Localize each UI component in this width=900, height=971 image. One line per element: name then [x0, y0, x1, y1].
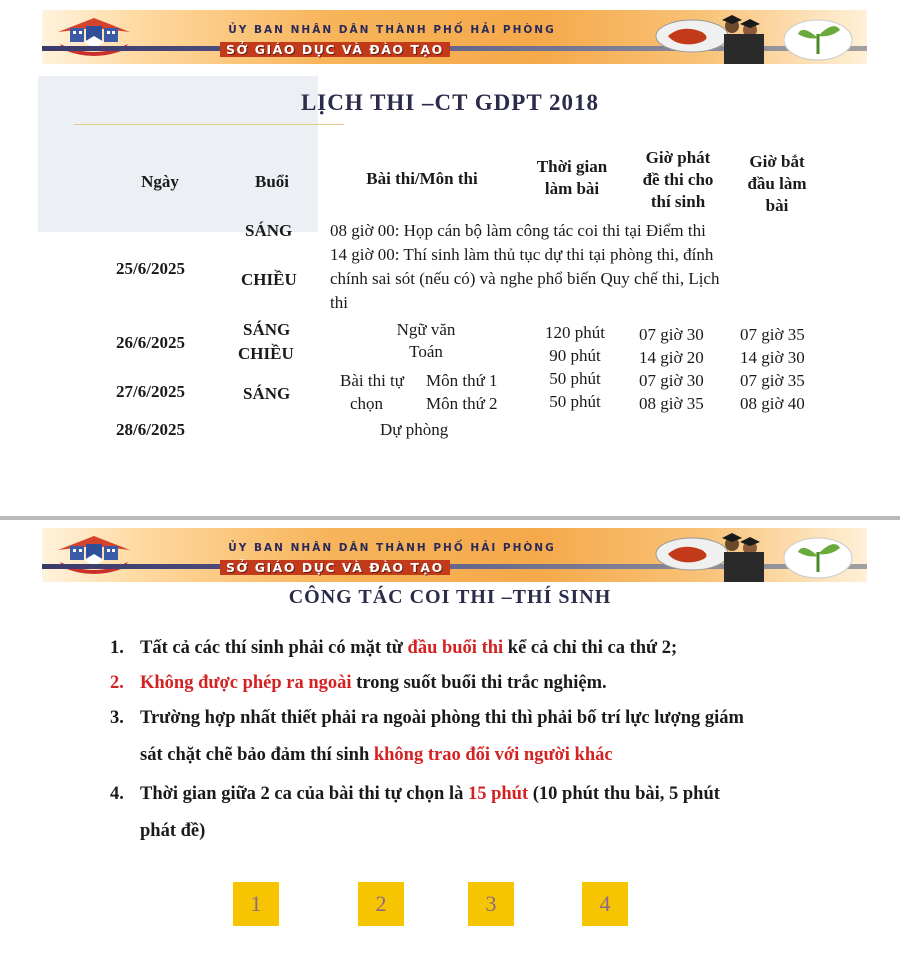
nav-box-3[interactable]: 3	[468, 882, 514, 926]
rule-3-line2	[140, 737, 613, 774]
day3-subject2: Môn thứ 2	[426, 394, 498, 413]
rule-4-number: 4.	[110, 784, 124, 804]
day1-afternoon-line3: thi	[330, 293, 348, 312]
day3-group-line1: Bài thi tự	[340, 371, 404, 390]
rule-4-text-a: Thời gian giữa 2 ca của bài thi tự chọn là	[140, 784, 468, 804]
nav-box-4[interactable]: 4	[582, 882, 628, 926]
day1-afternoon-line2: chính sai sót (nếu có) và nghe phổ biến Quy chế thi, Lịch	[330, 269, 720, 288]
day3-session: SÁNG	[243, 384, 291, 403]
day4-subject: Dự phòng	[380, 420, 449, 439]
rule-4-text-c: (10 phút thu bài, 5 phút	[528, 784, 720, 804]
col-header-session: Buổi	[254, 172, 290, 191]
day3-duration1: 50 phút	[549, 369, 601, 388]
day2-issue1: 07 giờ 30	[639, 325, 704, 344]
day1-date: 25/6/2025	[116, 259, 185, 278]
header-line-2: SỞ GIÁO DỤC VÀ ĐÀO TẠO	[220, 560, 450, 575]
rule-1-number: 1.	[110, 638, 124, 658]
day3-issue2: 08 giờ 35	[639, 394, 704, 413]
rule-1-text-c: kể cả chỉ thi ca thứ 2;	[503, 638, 678, 658]
day1-afternoon-line1: 14 giờ 00: Thí sinh làm thủ tục dự thi tại phòng thi, đính	[330, 245, 714, 264]
day3-subject1: Môn thứ 1	[426, 371, 498, 390]
day2-start1: 07 giờ 35	[740, 325, 805, 344]
col-header-issue-line2: đề thi cho	[642, 170, 714, 189]
rule-1-text	[140, 630, 677, 667]
header-banner	[42, 10, 867, 64]
day3-date: 27/6/2025	[116, 382, 185, 401]
day3-issue1: 07 giờ 30	[639, 371, 704, 390]
rule-3-line1: Trường hợp nhất thiết phải ra ngoài phòng thi thì phải bố trí lực lượng giám	[140, 708, 744, 728]
header-banner-2	[42, 528, 867, 582]
header-line-1: ỦY BAN NHÂN DÂN THÀNH PHỐ HẢI PHÒNG	[228, 24, 556, 36]
rules-slide	[0, 520, 900, 971]
day2-date: 26/6/2025	[116, 333, 185, 352]
day2-afternoon-session: CHIỀU	[238, 344, 294, 363]
department-logo-icon	[54, 14, 134, 60]
col-header-issue-time	[626, 147, 730, 213]
department-logo-icon	[54, 532, 134, 578]
col-header-issue-line3: thí sinh	[650, 192, 706, 211]
header-line-1: ỦY BAN NHÂN DÂN THÀNH PHỐ HẢI PHÒNG	[228, 542, 556, 554]
rule-3-number: 3.	[110, 708, 124, 728]
rule-1	[110, 630, 870, 667]
day2-duration2: 90 phút	[549, 346, 601, 365]
col-header-issue-line1: Giờ phát	[645, 148, 711, 167]
day3-group-line2: chọn	[350, 394, 384, 413]
col-header-subject: Bài thi/Môn thi	[366, 169, 478, 188]
header-line-2: SỞ GIÁO DỤC VÀ ĐÀO TẠO	[220, 42, 450, 57]
rule-1-highlight: đầu buổi thi	[407, 638, 504, 658]
day2-subject2: Toán	[409, 342, 443, 361]
day3-start2: 08 giờ 40	[740, 394, 805, 413]
day2-duration1: 120 phút	[545, 323, 605, 342]
day3-start1: 07 giờ 35	[740, 371, 805, 390]
col-header-start-line1: Giờ bắt	[749, 152, 805, 171]
col-header-start-line3: bài	[765, 196, 789, 215]
col-header-duration	[520, 156, 624, 200]
rule-2-text-b: trong suốt buổi thi trắc nghiệm.	[351, 673, 607, 693]
rule-4-line2: phát đề)	[140, 821, 206, 841]
title-underline	[74, 124, 344, 125]
rule-3	[110, 700, 890, 774]
rule-2-text	[140, 665, 607, 702]
rule-3-highlight: không trao đổi với người khác	[373, 745, 613, 765]
day3-duration2: 50 phút	[549, 392, 601, 411]
rule-2-number: 2.	[110, 673, 124, 693]
graduates-decoration-icon	[622, 528, 867, 582]
day1-afternoon-session: CHIỀU	[241, 270, 297, 289]
nav-box-2[interactable]: 2	[358, 882, 404, 926]
day1-morning-session: SÁNG	[245, 221, 293, 240]
rule-1-text-a: Tất cả các thí sinh phải có mặt từ	[140, 638, 408, 658]
schedule-title: LỊCH THI –CT GDPT 2018	[300, 90, 600, 115]
col-header-duration-line2: làm bài	[544, 179, 600, 198]
col-header-duration-line1: Thời gian	[536, 157, 608, 176]
day2-start2: 14 giờ 30	[740, 348, 805, 367]
day2-subject1: Ngữ văn	[396, 320, 456, 339]
day1-morning-text: 08 giờ 00: Họp cán bộ làm công tác coi thi tại Điểm thi	[330, 221, 706, 240]
day4-date: 28/6/2025	[116, 420, 185, 439]
rule-2-highlight: Không được phép ra ngoài	[140, 673, 352, 693]
day2-morning-session: SÁNG	[243, 320, 291, 339]
col-header-start-line2: đầu làm	[747, 174, 807, 193]
rule-3-text-a: sát chặt chẽ bảo đảm thí sinh	[140, 745, 374, 765]
col-header-date: Ngày	[141, 172, 179, 191]
rule-2	[110, 665, 870, 702]
nav-box-1[interactable]: 1	[233, 882, 279, 926]
day2-issue2: 14 giờ 20	[639, 348, 704, 367]
graduates-decoration-icon	[622, 10, 867, 64]
rule-4	[110, 776, 890, 850]
rules-title: CÔNG TÁC COI THI –THÍ SINH	[288, 586, 612, 608]
rule-4-line1	[140, 776, 720, 813]
col-header-start-time	[732, 151, 822, 217]
rule-4-highlight: 15 phút	[467, 784, 529, 804]
